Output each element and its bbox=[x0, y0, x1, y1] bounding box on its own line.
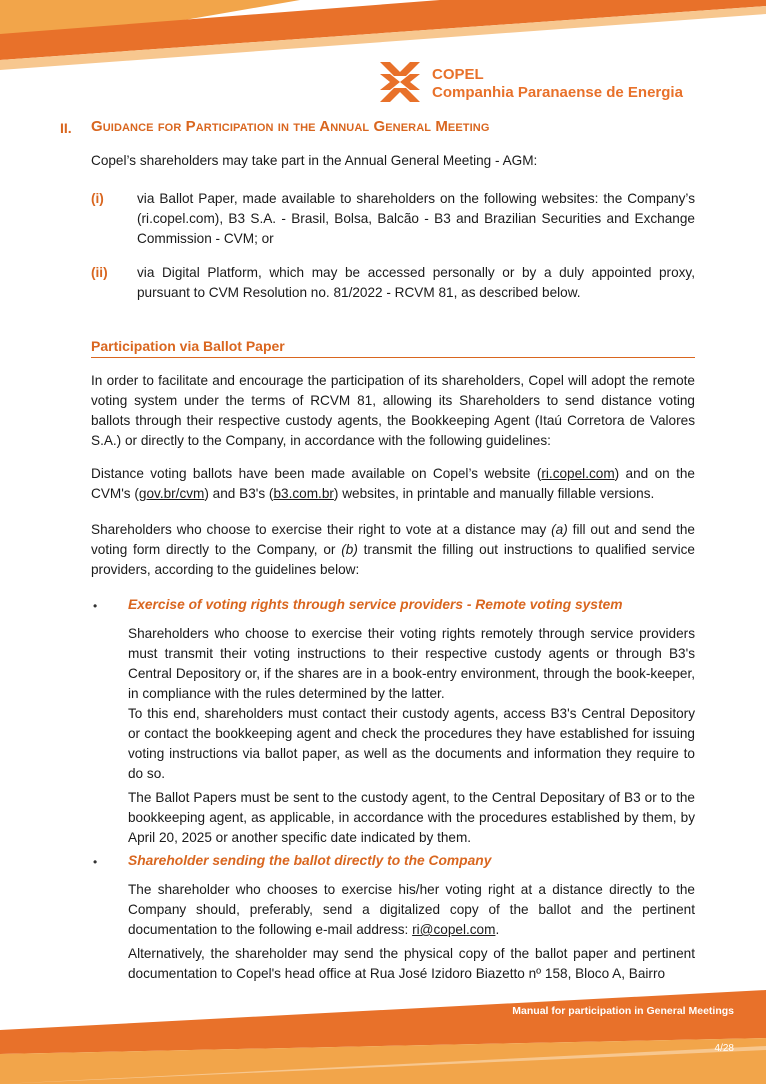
direct-ballot-paragraph-1: The shareholder who chooses to exercise his/her voting right at a distance directly to the Company should, preferably, send a digitalized copy of the ballot and the pertinent documentation to the following e-mail address: ri@copel.com. bbox=[128, 882, 695, 937]
option-text-ii: via Digital Platform, which may be accessed personally or by a duly appointed proxy, pursuant to CVM Resolution no. 81/2022 - RCVM 81, as described below. bbox=[137, 265, 695, 300]
bullet-marker: • bbox=[93, 599, 98, 613]
direct-ballot-paragraph-2: Alternatively, the shareholder may send the physical copy of the ballot paper and pertinent documentation to Copel's head office at Rua José Izidoro Biazetto nº 158, Bloco A, Bairro bbox=[128, 946, 695, 981]
cvm-link[interactable]: gov.br/cvm bbox=[138, 486, 205, 501]
bullet-marker: • bbox=[93, 855, 98, 869]
bullet-title-service-providers: Exercise of voting rights through service providers - Remote voting system bbox=[128, 597, 623, 612]
footer-manual-title: Manual for participation in General Meetings bbox=[512, 1005, 734, 1017]
service-providers-paragraph-2: To this end, shareholders must contact their custody agents, access B3's Central Depository or contact the bookkeeping agent and check the procedures they have established for issuing voting instructions via ballot paper, as well as the documents and information they require to do so. bbox=[128, 706, 695, 781]
page-number: 4/28 bbox=[714, 1043, 734, 1054]
bullet-title-direct-ballot: Shareholder sending the ballot directly to the Company bbox=[128, 853, 492, 868]
section-intro: Copel’s shareholders may take part in the Annual General Meeting - AGM: bbox=[91, 153, 538, 168]
email-link[interactable]: ri@copel.com bbox=[412, 922, 496, 937]
subsection-divider bbox=[91, 357, 695, 358]
copel-logo-icon bbox=[378, 60, 422, 104]
subsection-title: Participation via Ballot Paper bbox=[91, 338, 285, 354]
brand-name: COPEL bbox=[432, 66, 484, 83]
b3-link[interactable]: b3.com.br bbox=[273, 486, 334, 501]
brand-full-name: Companhia Paranaense de Energia bbox=[432, 84, 683, 101]
option-label-i: (i) bbox=[91, 191, 104, 206]
service-providers-paragraph-3: The Ballot Papers must be sent to the custody agent, to the Central Depositary of B3 or to the bookkeeping agent, as applicable, in accordance with the procedures established by them, by April 20, 2025 or another specific date indicated by them. bbox=[128, 790, 695, 845]
section-number: II. bbox=[60, 120, 72, 136]
ballot-paragraph-2: Distance voting ballots have been made available on Copel’s website (ri.copel.com) and on the CVM's (gov.br/cvm) and B3's (b3.com.br) websites, in printable and manually fillable versions. bbox=[91, 466, 695, 501]
option-text-i: via Ballot Paper, made available to shareholders on the following websites: the Company’s (ri.copel.com), B3 S.A. - Brasil, Bolsa, Balcão - B3 and Brazilian Securities and Exchange Commission - CVM; or bbox=[137, 191, 695, 246]
ballot-paragraph-1: In order to facilitate and encourage the participation of its shareholders, Copel will adopt the remote voting system under the terms of RCVM 81, allowing its Shareholders to send distance voting ballots through their respective custody agents, the Bookkeeping Agent (Itaú Corretora de Valores S.A.) or directly to the Company, in accordance with the following guidelines: bbox=[91, 373, 695, 448]
service-providers-paragraph-1: Shareholders who choose to exercise their voting rights remotely through service providers must transmit their voting instructions to their respective custody agents or through B3's Central Depository or, if the shares are in a book-entry environment, through the book-keeper, in compliance with the rules determined by the latter. bbox=[128, 626, 695, 701]
option-label-ii: (ii) bbox=[91, 265, 108, 280]
ri-copel-link[interactable]: ri.copel.com bbox=[541, 466, 615, 481]
ballot-paragraph-3: Shareholders who choose to exercise their right to vote at a distance may (a) fill out and send the voting form directly to the Company, or (b) transmit the filling out instructions to qualified service providers, according to the guidelines below: bbox=[91, 522, 695, 577]
section-title: Guidance for Participation in the Annual General Meeting bbox=[91, 118, 490, 135]
